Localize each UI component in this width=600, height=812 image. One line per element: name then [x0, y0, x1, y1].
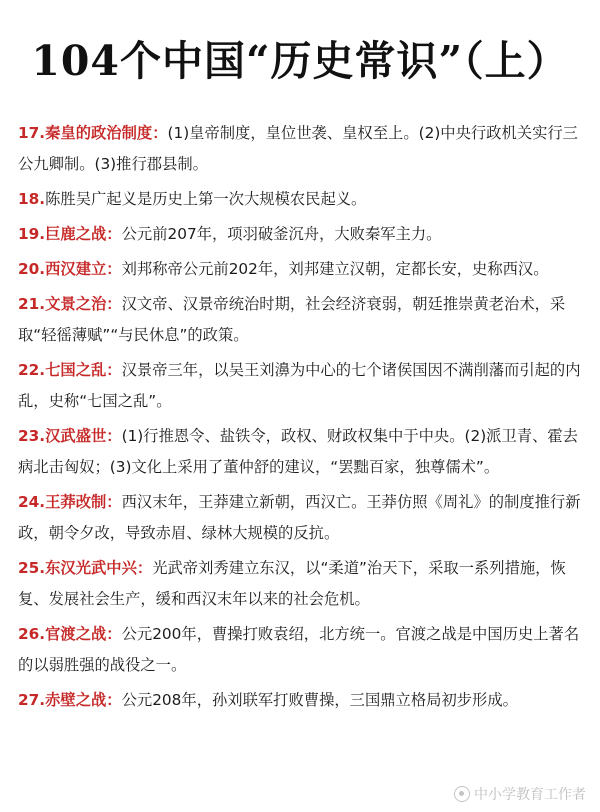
item-body: 公元前207年，项羽破釜沉舟，大败秦军主力。: [121, 225, 442, 243]
item-heading: 西汉建立：: [45, 260, 122, 278]
item-heading: 赤壁之战：: [45, 691, 122, 709]
item-number: 20.: [18, 260, 46, 278]
item-number: 24.: [18, 493, 46, 511]
list-item-22: [18, 355, 584, 417]
item-heading: 王莽改制：: [45, 493, 122, 511]
list-item-20: [18, 254, 584, 285]
item-number: 17.: [18, 124, 46, 142]
item-heading: 官渡之战：: [45, 625, 122, 643]
item-heading: 七国之乱：: [45, 361, 122, 379]
item-body: 刘邦称帝公元前202年，刘邦建立汉朝，定都长安，史称西汉。: [121, 260, 549, 278]
watermark: [454, 784, 586, 804]
list-item-19: [18, 219, 584, 250]
item-heading: 东汉光武中兴：: [45, 559, 153, 577]
item-body: 汉景帝三年，以吴王刘濞为中心的七个诸侯国因不满削藩而引起的内乱，史称“七国之乱”。: [18, 361, 581, 410]
list-item-24: [18, 487, 584, 549]
item-body: (1)皇帝制度，皇位世袭、皇权至上。(2)中央行政机关实行三公九卿制。(3)推行郡县制。: [18, 124, 578, 173]
list-item-26: [18, 619, 584, 681]
item-body: 光武帝刘秀建立东汉，以“柔道”治天下，采取一系列措施，恢复、发展社会生产，缓和西汉末年以来的社会危机。: [18, 559, 566, 608]
item-number: 23.: [18, 427, 46, 445]
list-item-27: [18, 685, 584, 716]
list-item-21: [18, 289, 584, 351]
history-facts-list: [18, 118, 584, 720]
item-number: 26.: [18, 625, 46, 643]
page-title: 104个中国“历史常识”（上）: [31, 37, 569, 85]
item-heading: 文景之治：: [45, 295, 122, 313]
list-item-25: [18, 553, 584, 615]
item-number: 27.: [18, 691, 46, 709]
item-body: 公元200年，曹操打败袁绍，北方统一。官渡之战是中国历史上著名的以弱胜强的战役之一。: [18, 625, 580, 674]
item-body: 陈胜吴广起义是历史上第一次大规模农民起义。: [45, 190, 367, 208]
item-heading: 巨鹿之战：: [45, 225, 122, 243]
item-body: 汉文帝、汉景帝统治时期，社会经济衰弱，朝廷推崇黄老治术，采取“轻徭薄赋”“与民休息”的政策。: [18, 295, 566, 344]
account-logo-icon: [454, 786, 470, 802]
list-item-18: [18, 184, 584, 215]
item-body: 西汉末年，王莽建立新朝，西汉亡。王莽仿照《周礼》的制度推行新政，朝令夕改，导致赤眉、绿林大规模的反抗。: [18, 493, 581, 542]
item-number: 25.: [18, 559, 46, 577]
watermark-text: 中小学教育工作者: [474, 787, 586, 803]
item-number: 22.: [18, 361, 46, 379]
list-item-23: [18, 421, 584, 483]
list-item-17: [18, 118, 584, 180]
item-body: 公元208年，孙刘联军打败曹操，三国鼎立格局初步形成。: [121, 691, 518, 709]
item-body: (1)行推恩令、盐铁令，政权、财政权集中于中央。(2)派卫青、霍去病北击匈奴；(3)文化上采用了董仲舒的建议，“罢黜百家，独尊儒术”。: [18, 427, 578, 476]
item-number: 18.: [18, 190, 46, 208]
item-heading: 汉武盛世：: [45, 427, 122, 445]
item-number: 21.: [18, 295, 46, 313]
item-heading: 秦皇的政治制度：: [45, 124, 168, 142]
item-number: 19.: [18, 225, 46, 243]
